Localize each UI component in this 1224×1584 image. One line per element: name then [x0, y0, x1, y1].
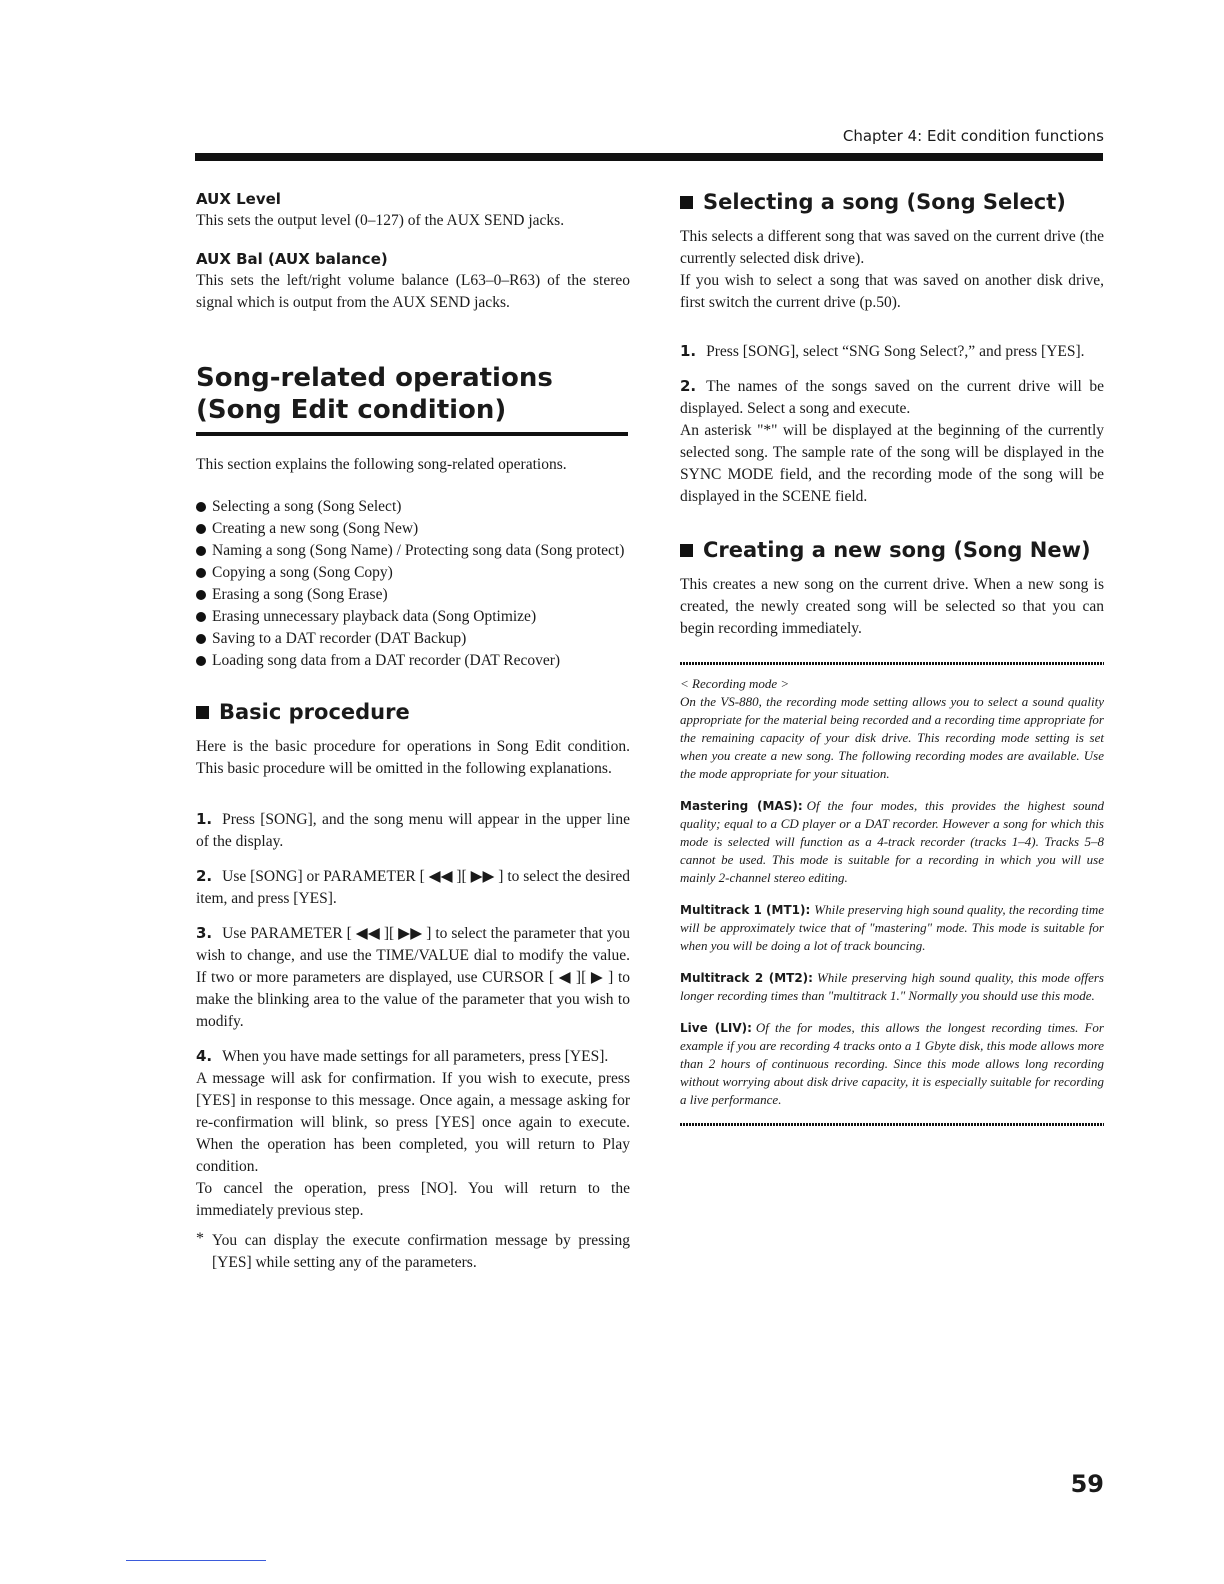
header-rule	[195, 153, 1103, 161]
bullet-icon	[196, 656, 206, 666]
aux-level-text: This sets the output level (0–127) of the AUX SEND jacks.	[196, 212, 565, 229]
song-new-p1: This creates a new song on the current drive. When a new song is created, the newly created song will be selected so that you can begin recording immediately.	[680, 576, 1104, 637]
bullet-icon	[196, 524, 206, 534]
step-1: 1. Press [SONG], and the song menu will appear in the upper line of the display.	[196, 810, 630, 850]
aux-level-title: AUX Level	[196, 190, 281, 208]
box-bottom-rule	[680, 1123, 1104, 1126]
song-new-title: Creating a new song (Song New)	[680, 536, 1104, 564]
recording-mode-title: < Recording mode >	[680, 676, 790, 691]
bullet-icon	[196, 612, 206, 622]
note: * You can display the execute confirmation message by pressing [YES] while setting any of the parameters.	[196, 1230, 630, 1274]
mode-mastering: Mastering (MAS): Of the four modes, this provides the highest sound quality; equal to a CD player or a DAT recorder. However a song for which this mode is selected will function as a 4-track recorder (tracks 1–4). Tracks 5–8 cannot be used. This mode is suitable for a recording in which you will use mainly 2-channel stereo editing.	[680, 798, 1104, 885]
select-step-1: 1. Press [SONG], select “SNG Song Select?,” and press [YES].	[680, 342, 1085, 360]
left-column	[196, 180, 630, 1274]
square-bullet-icon	[680, 544, 693, 557]
section-intro: This section explains the following song-related operations.	[196, 456, 567, 473]
bullet-icon	[196, 634, 206, 644]
list-item: Saving to a DAT recorder (DAT Backup)	[196, 628, 630, 650]
list-item: Copying a song (Song Copy)	[196, 562, 630, 584]
operations-list	[196, 496, 630, 672]
step-3: 3. Use PARAMETER [ ◀◀ ][ ▶▶ ] to select the parameter that you wish to change, and use the TIME/VALUE dial to modify the value. If two or more parameters are displayed, use CURSOR [ ◀ ][ ▶ ] to make the blinking area to the value of the parameter that you wish to modify.	[196, 924, 630, 1030]
asterisk-icon: *	[196, 1230, 204, 1247]
list-item: Naming a song (Song Name) / Protecting song data (Song protect)	[196, 540, 630, 562]
list-item: Erasing unnecessary playback data (Song Optimize)	[196, 606, 630, 628]
list-item: Loading song data from a DAT recorder (DAT Recover)	[196, 650, 630, 672]
step-2: 2. Use [SONG] or PARAMETER [ ◀◀ ][ ▶▶ ] to select the desired item, and press [YES].	[196, 867, 630, 907]
aux-bal-text: This sets the left/right volume balance (L63–0–R63) of the stereo signal which is output from the AUX SEND jacks.	[196, 272, 630, 311]
list-item: Erasing a song (Song Erase)	[196, 584, 630, 606]
mode-multitrack-1: Multitrack 1 (MT1): While preserving high sound quality, the recording time will be approximately twice that of "mastering" mode. This mode is suitable for when you will be doing a lot of track bouncing.	[680, 902, 1104, 953]
select-step-2: 2. The names of the songs saved on the current drive will be displayed. Select a song and execute.	[680, 377, 1104, 417]
page-number: 59	[1070, 1470, 1104, 1498]
mode-multitrack-2: Multitrack 2 (MT2): While preserving high sound quality, this mode offers longer recording times than "multitrack 1." Normally you should use this mode.	[680, 970, 1104, 1003]
mode-live: Live (LIV): Of the for modes, this allows the longest recording times. For example if you are recording 4 tracks onto a 1 Gbyte disk, this mode allows more than 2 hours of continuous recording. Since this mode allows long recording without worrying about disk drive capacity, it is especially suitable for recording a live performance.	[680, 1020, 1104, 1107]
section-rule	[196, 432, 628, 436]
square-bullet-icon	[680, 196, 693, 209]
section-title: Song-related operations (Song Edit condition)	[196, 363, 553, 425]
basic-procedure-title: Basic procedure	[196, 698, 630, 726]
bullet-icon	[196, 568, 206, 578]
list-item: Selecting a song (Song Select)	[196, 496, 630, 518]
confirm-text: A message will ask for confirmation. If you wish to execute, press [YES] in response to this message. Once again, a message asking for re-confirmation will blink, so press [YES] once again to execute. When the operation has been completed, you will return to Play condition.	[196, 1070, 630, 1175]
song-select-p2: If you wish to select a song that was saved on another disk drive, first switch the current drive (p.50).	[680, 272, 1104, 311]
step-4: 4. When you have made settings for all parameters, press [YES].	[196, 1047, 609, 1065]
song-select-p3: An asterisk "*" will be displayed at the beginning of the currently selected song. The sample rate of the song will be displayed in the SYNC MODE field, and the recording mode of the song will be displayed in the SCENE field.	[680, 422, 1104, 505]
right-column	[680, 180, 1104, 1136]
cancel-text: To cancel the operation, press [NO]. You will return to the immediately previous step.	[196, 1180, 630, 1219]
bullet-icon	[196, 502, 206, 512]
basic-intro: Here is the basic procedure for operations in Song Edit condition. This basic procedure will be omitted in the following explanations.	[196, 738, 630, 777]
box-top-rule	[680, 662, 1104, 665]
song-select-title: Selecting a song (Song Select)	[680, 188, 1104, 216]
bullet-icon	[196, 590, 206, 600]
recording-mode-intro: On the VS-880, the recording mode setting allows you to select a sound quality appropriate for the material being recorded and a recording time appropriate for the remaining capacity of your disk drive. This recording mode setting is set when you create a new song. The following recording modes are available. Use the mode appropriate for your situation.	[680, 694, 1104, 781]
list-item: Creating a new song (Song New)	[196, 518, 630, 540]
chapter-header: Chapter 4: Edit condition functions	[842, 127, 1104, 145]
aux-bal-title: AUX Bal (AUX balance)	[196, 250, 388, 268]
square-bullet-icon	[196, 706, 209, 719]
bullet-icon	[196, 546, 206, 556]
song-select-p1: This selects a different song that was saved on the current drive (the currently selected disk drive).	[680, 228, 1104, 267]
footer-line	[126, 1560, 266, 1561]
